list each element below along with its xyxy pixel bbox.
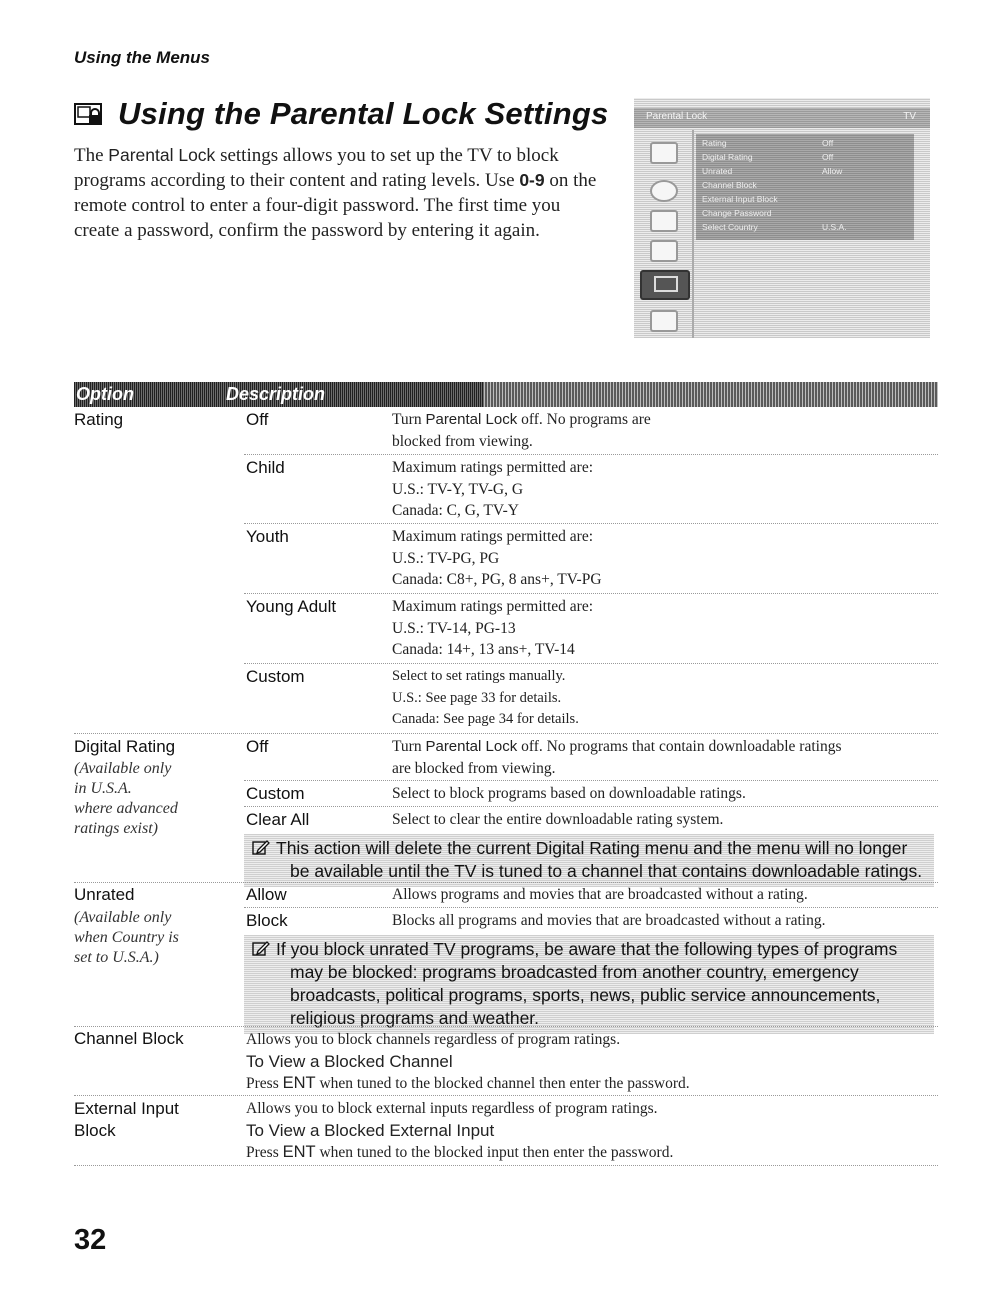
divider	[244, 780, 938, 781]
intro-paragraph: The Parental Lock settings allows you to set up the TV to block programs according to their content and rating levels. Use 0-9 on the remote control to enter a four-digit password. The first time you create a password, confirm the password by entering it again.	[74, 145, 597, 241]
digital-rating-warning: This action will delete the current Digital Rating menu and the menu will no longer be available until the TV is tuned to a channel that contains downloadable ratings.	[244, 834, 934, 887]
digital-rating-off-desc: Turn Parental Lock off. No programs that contain downloadable ratings are blocked from viewing.	[392, 738, 842, 777]
rating-youth-desc: Maximum ratings permitted are: U.S.: TV-PG, PG Canada: C8+, PG, 8 ans+, TV-PG	[392, 528, 602, 588]
option-rating: Rating	[74, 410, 124, 429]
divider	[244, 663, 938, 664]
rating-child-desc: Maximum ratings permitted are: U.S.: TV-Y, TV-G, G Canada: C, G, TV-Y	[392, 459, 594, 519]
unrated-warning: If you block unrated TV programs, be aware that the following types of programs may be blocked: programs broadcasted from another country, emergency broadcasts, political programs, sports, news, public service announcements, religious programs and weather.	[244, 935, 934, 1034]
section-header: Using the Menus	[74, 48, 211, 67]
divider	[74, 882, 938, 883]
tv-icon-column	[634, 130, 692, 338]
unrated-allow: Allow	[246, 885, 287, 904]
external-input-block-desc: Allows you to block external inputs regardless of program ratings. To View a Blocked External Input Press ENT when tuned to the blocked input then enter the password.	[246, 1100, 674, 1161]
unrated-note: (Available only when Country is set to U.S.A.)	[74, 909, 179, 966]
header-option: Option	[76, 384, 134, 404]
title-row	[74, 96, 608, 132]
divider	[74, 733, 938, 734]
unrated-allow-desc: Allows programs and movies that are broadcasted without a rating.	[392, 886, 808, 903]
digital-rating-note: (Available only in U.S.A. where advanced ratings exist)	[74, 760, 178, 837]
screen-icon	[650, 210, 678, 232]
page-number: 32	[74, 1224, 107, 1256]
pencil-note-icon	[252, 839, 270, 855]
divider	[74, 1026, 938, 1027]
tv-row: External Input Block	[702, 194, 778, 204]
divider	[74, 1165, 938, 1166]
divider	[244, 593, 938, 594]
tv-row: Channel Block	[702, 180, 757, 190]
option-digital-rating: Digital Rating	[74, 737, 176, 756]
unrated-block: Block	[246, 911, 288, 930]
header-description: Description	[226, 384, 326, 404]
rating-off-desc: Turn Parental Lock off. No programs are blocked from viewing.	[392, 411, 651, 450]
tv-title: Parental Lock	[646, 111, 708, 122]
divider	[244, 523, 938, 524]
option-unrated: Unrated	[74, 885, 135, 904]
tv-row: Unrated Allow	[702, 166, 843, 176]
channel-icon	[650, 240, 678, 262]
tv-row: Digital Rating Off	[702, 152, 834, 162]
rating-young-adult: Young Adult	[246, 597, 337, 616]
digital-rating-clear-all-desc: Select to clear the entire downloadable rating system.	[392, 811, 724, 828]
divider	[244, 806, 938, 807]
rating-custom-desc: Select to set ratings manually. U.S.: See page 33 for details. Canada: See page 34 for details.	[392, 668, 579, 727]
page-title: Using the Parental Lock Settings	[118, 96, 609, 131]
digital-rating-custom: Custom	[246, 784, 305, 803]
tv-divider	[692, 130, 694, 338]
tv-title-bar	[634, 108, 930, 128]
digital-rating-off: Off	[246, 737, 269, 756]
channel-block-desc: Allows you to block channels regardless of program ratings. To View a Blocked Channel Press ENT when tuned to the blocked channel then enter the password.	[246, 1031, 690, 1092]
rating-youth: Youth	[246, 527, 289, 546]
tv-row: Select Country U.S.A.	[702, 222, 847, 232]
rating-young-adult-desc: Maximum ratings permitted are: U.S.: TV-14, PG-13 Canada: 14+, 13 ans+, TV-14	[392, 598, 594, 658]
option-external-input-block: External Input Block	[74, 1099, 179, 1140]
tv-row: Rating Off	[702, 138, 834, 148]
parental-lock-icon	[74, 102, 104, 126]
table-header	[74, 382, 938, 407]
tv-menu-list	[696, 134, 914, 240]
sound-icon	[650, 180, 678, 202]
option-channel-block: Channel Block	[74, 1029, 184, 1048]
picture-icon	[650, 142, 678, 164]
tv-row: Change Password	[702, 208, 772, 218]
rating-custom: Custom	[246, 667, 305, 686]
rating-off: Off	[246, 410, 269, 429]
digital-rating-custom-desc: Select to block programs based on downloadable ratings.	[392, 785, 746, 802]
pencil-note-icon	[252, 940, 270, 956]
digital-rating-clear-all: Clear All	[246, 810, 310, 829]
tv-channel: TV	[903, 111, 916, 122]
divider	[244, 907, 938, 908]
divider	[244, 454, 938, 455]
setup-icon	[650, 310, 678, 332]
divider	[74, 1095, 938, 1096]
parental-lock-icon	[640, 270, 690, 300]
rating-child: Child	[246, 458, 285, 477]
unrated-block-desc: Blocks all programs and movies that are broadcasted without a rating.	[392, 912, 826, 929]
tv-menu-screenshot	[634, 98, 930, 338]
